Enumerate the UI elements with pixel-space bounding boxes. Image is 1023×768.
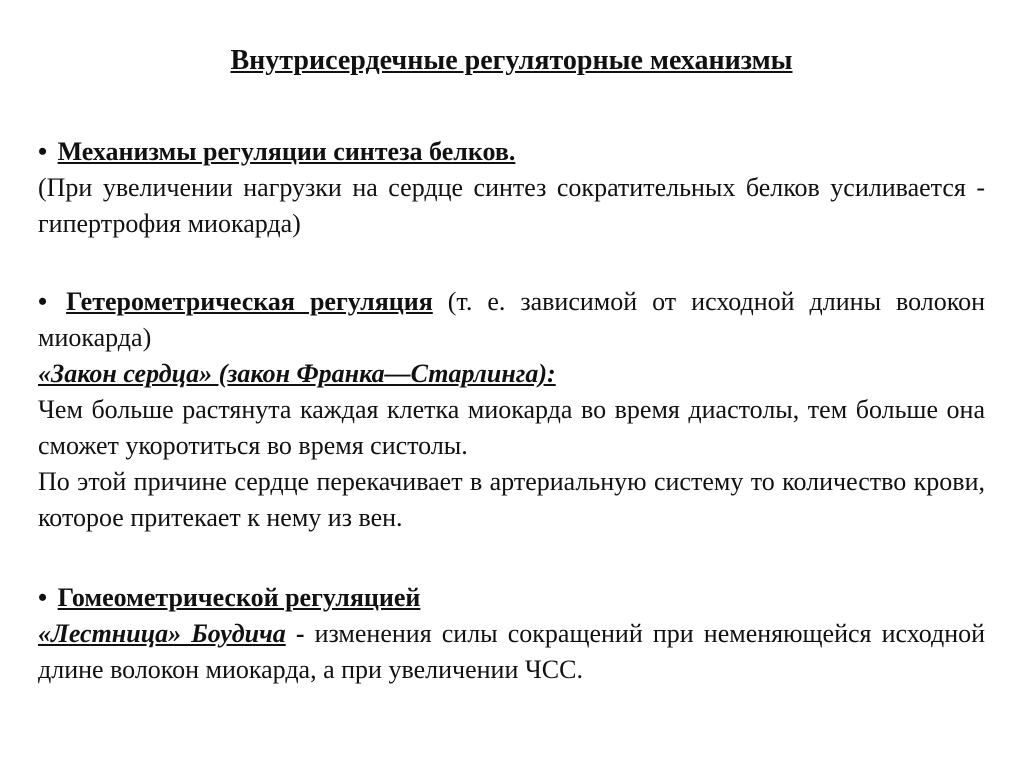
- section3-heading: Гомеометрической регуляцией: [57, 583, 421, 612]
- bowditch-ladder-label: «Лестница» Боудича: [38, 619, 286, 648]
- bullet-icon: •: [38, 137, 48, 166]
- section3-text: изменения силы сокращений при неменяющейся исходной длине волокон миокарда, а при увеличении ЧСС.: [38, 619, 986, 684]
- section-heterometric: [38, 284, 985, 536]
- section-protein-synthesis: [38, 134, 985, 242]
- section2-heading: Гетерометрическая регуляция: [66, 287, 433, 316]
- slide-title: Внутрисердечные регуляторные механизмы: [230, 45, 793, 76]
- section2-heading-tail: (т. е. зависимой от исходной длины волокон миокарда): [38, 287, 985, 352]
- section2-text1: Чем больше растянута каждая клетка миокарда во время диастолы, тем больше она сможет укоротиться во время систолы.: [38, 395, 985, 460]
- bullet-icon: •: [38, 287, 48, 316]
- section1-text: (При увеличении нагрузки на сердце синтез сократительных белков усиливается - гипертрофия миокарда): [38, 173, 985, 238]
- frank-starling-law-label: «Закон сердца» (закон Франка—Старлинга):: [38, 359, 556, 388]
- section-homeometric: [38, 580, 985, 688]
- section3-dash: -: [295, 619, 305, 648]
- section2-text2: По этой причине сердце перекачивает в артериальную систему то количество крови, которое притекает к нему из вен.: [38, 467, 985, 532]
- section1-heading: Механизмы регуляции синтеза белков.: [57, 137, 516, 166]
- bullet-icon: •: [38, 583, 48, 612]
